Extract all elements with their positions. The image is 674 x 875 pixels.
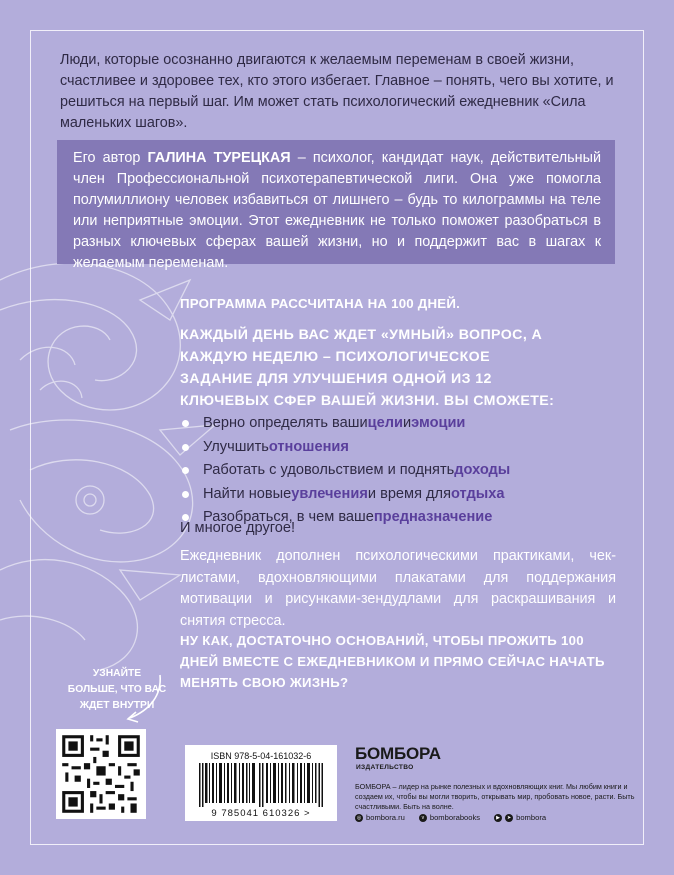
isbn-text: ISBN 978-5-04-161032-6 xyxy=(210,751,312,761)
bullet-icon xyxy=(182,420,189,427)
list-item: Верно определять ваши цели и эмоции xyxy=(180,412,510,436)
list-item: Работать с удовольствием и поднять доходы xyxy=(180,459,510,483)
barcode-icon xyxy=(199,763,323,807)
social-link-vk[interactable]: v bomborabooks xyxy=(419,813,480,822)
publisher-logo: БОМБОРА xyxy=(355,744,441,763)
arrow-icon xyxy=(100,670,170,730)
barcode-box xyxy=(185,745,337,821)
telegram-icon: ➤ xyxy=(506,814,512,821)
bullet-icon xyxy=(182,444,189,451)
learn-more-label: УЗНАЙТЕ БОЛЬШЕ, ЧТО ВАС ЖДЕТ ВНУТРИ xyxy=(67,668,167,711)
list-item: Найти новые увлечения и время для отдыха xyxy=(180,483,510,507)
and-more-text: И многое другое! xyxy=(180,520,296,536)
benefits-list xyxy=(180,412,510,530)
barcode-number: 9 785041 610326 > xyxy=(211,808,311,819)
vk-icon: v xyxy=(419,814,427,822)
bullet-icon xyxy=(182,491,189,498)
author-prefix: Его автор xyxy=(73,150,148,166)
publisher-socials xyxy=(355,813,546,822)
author-description: – психолог, кандидат наук, действительный член Профессиональной психотерапевтической лиги. Она уже помогла полумиллиону человек избавиться от лишнего – будь то килограммы на теле или неприятные эмоции. Этот ежедневник не только поможет разобраться в разных ключевых сферах вашей жизни, но и поддержит вас в шагах к желаемым переменам. xyxy=(73,150,601,271)
qr-code-icon xyxy=(56,729,146,819)
publisher-description: БОМБОРА – лидер на рынке полезных и вдохновляющих книг. Мы любим книги и создаем их, чтобы вы могли творить, открывать мир, пробовать новое, расти. Быть счастливыми. Быть на волне. xyxy=(355,782,635,811)
intro-text: Люди, которые осознанно двигаются к желаемым переменам в своей жизни, счастливее и здоровее тех, кто этого избегает. Главное – понять, чего вы хотите, и решиться на первый шаг. Им может стать психологический ежедневник «Сила маленьких шагов». xyxy=(60,52,614,131)
instagram-icon: ◎ xyxy=(356,814,362,821)
author-name: ГАЛИНА ТУРЕЦКАЯ xyxy=(147,150,291,166)
list-item: Разобраться, в чем ваше предназначение xyxy=(180,506,510,530)
daily-heading: КАЖДЫЙ ДЕНЬ ВАС ЖДЕТ «УМНЫЙ» ВОПРОС, А КАЖДУЮ НЕДЕЛЮ – ПСИХОЛОГИЧЕСКОЕ ЗАДАНИЕ ДЛЯ УЛУЧШЕНИЯ ОДНОЙ ИЗ 12 КЛЮЧЕВЫХ СФЕР ВАШЕЙ ЖИЗНИ. ВЫ СМОЖЕТЕ: xyxy=(180,327,555,409)
program-heading: ПРОГРАММА РАССЧИТАНА НА 100 ДНЕЙ. xyxy=(180,296,460,311)
closing-question: НУ КАК, ДОСТАТОЧНО ОСНОВАНИЙ, ЧТОБЫ ПРОЖИТЬ 100 ДНЕЙ ВМЕСТЕ С ЕЖЕДНЕВНИКОМ И ПРЯМО СЕЙЧАС НАЧАТЬ МЕНЯТЬ СВОЮ ЖИЗНЬ? xyxy=(180,633,605,690)
bullet-icon xyxy=(182,467,189,474)
youtube-icon: ▶ xyxy=(494,814,502,822)
social-link-site[interactable]: ◎ bombora.ru xyxy=(356,813,405,822)
social-link-telegram[interactable]: ▶ ➤ bombora xyxy=(494,813,546,822)
practices-text: Ежедневник дополнен психологическими практиками, чек-листами, вдохновляющими плакатами для поддержания мотивации и рисунками-зендудлами для раскрашивания и снятия стресса. xyxy=(180,548,616,629)
list-item: Улучшить отношения xyxy=(180,436,510,460)
author-box xyxy=(57,140,615,271)
qr-code[interactable] xyxy=(56,729,146,819)
publisher-logo-subtitle: ИЗДАТЕЛЬСТВО xyxy=(356,764,414,771)
